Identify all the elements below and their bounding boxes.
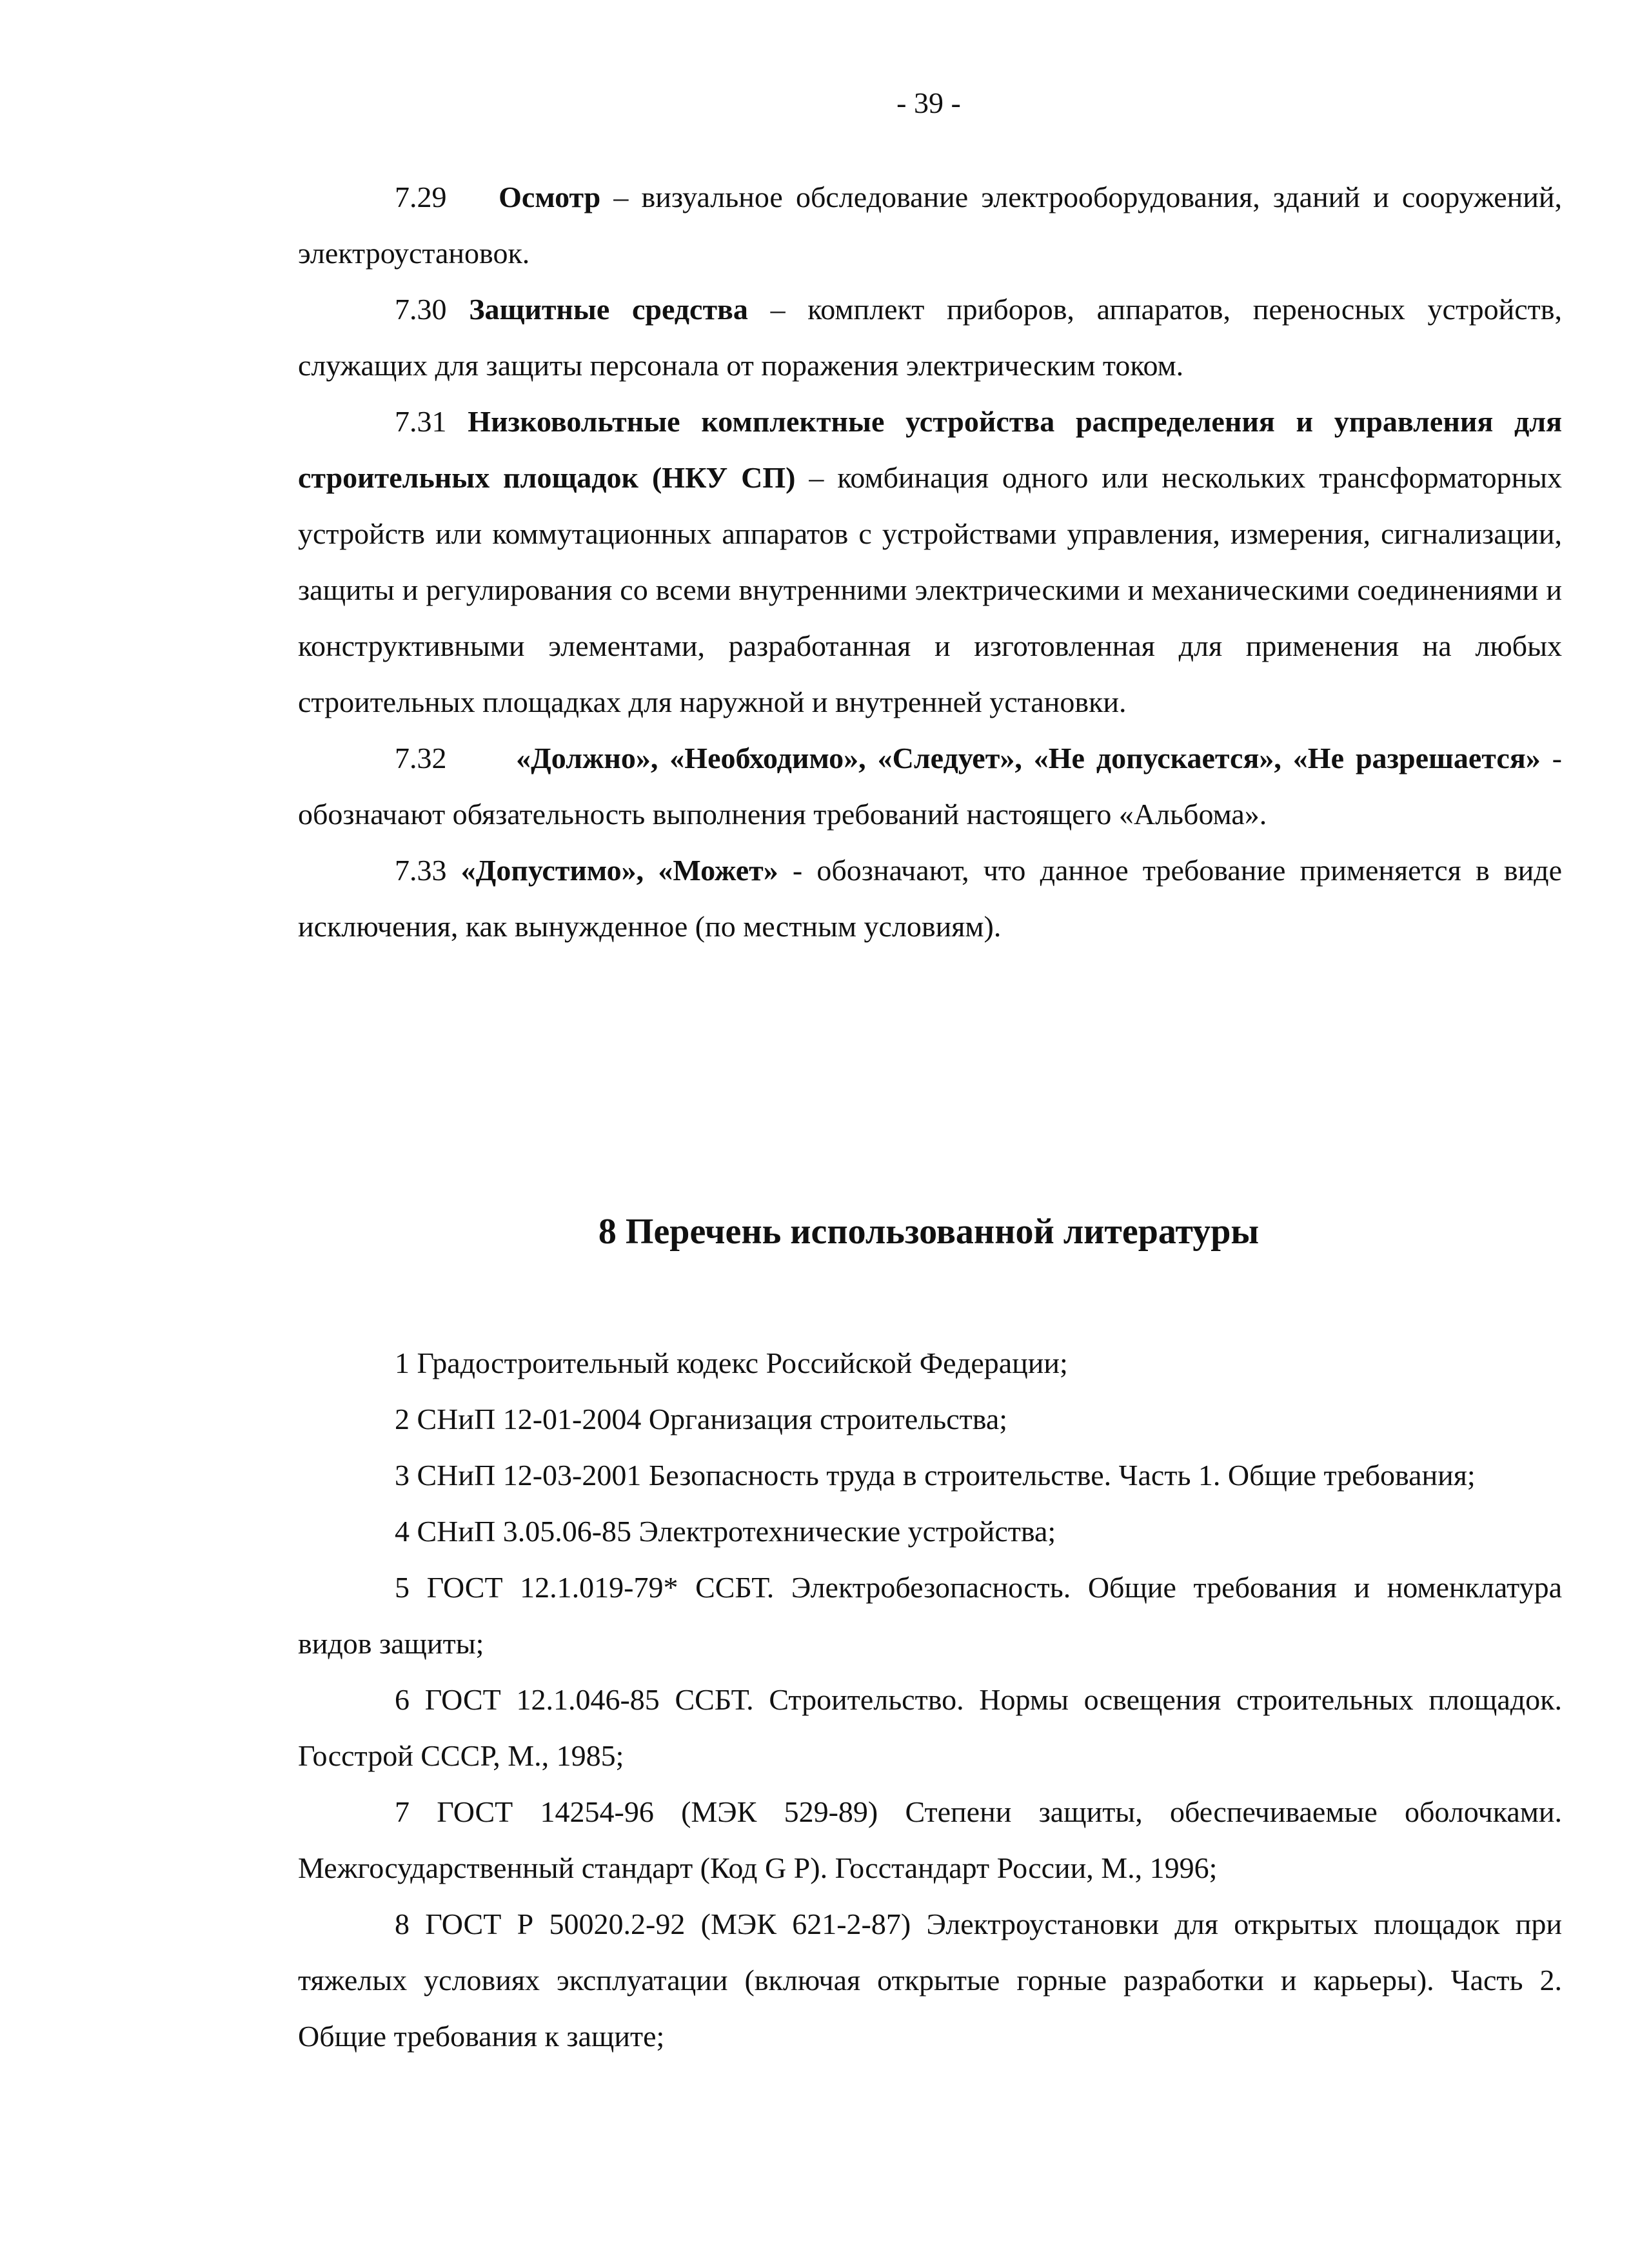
definition-term: «Должно», «Необходимо», «Следует», «Не допускается», «Не разрешается» bbox=[516, 742, 1541, 774]
definitions-section bbox=[298, 169, 1562, 954]
definition-7-32 bbox=[298, 730, 1562, 842]
section-heading: 8 Перечень использованной литературы bbox=[598, 1212, 1260, 1252]
page-number: - 39 - bbox=[896, 86, 961, 119]
definition-text: – визуальное обследование электрооборудования, зданий и сооружений, электроустановок. bbox=[298, 181, 1563, 270]
reference-item: 2 СНиП 12-01-2004 Организация строительства; bbox=[395, 1403, 1008, 1435]
definition-number: 7.32 bbox=[395, 742, 447, 774]
references-list bbox=[298, 1335, 1562, 2064]
definition-7-33 bbox=[298, 842, 1562, 954]
definition-7-31 bbox=[298, 393, 1562, 730]
definition-number: 7.29 bbox=[395, 181, 447, 213]
definition-text: - обозначают обязательность выполнения требований настоящего «Альбома». bbox=[298, 742, 1562, 831]
definition-term: «Допустимо», «Может» bbox=[460, 854, 778, 887]
definition-term: Низковольтные комплектные устройства распределения и управления для строительных площадок (НКУ СП) bbox=[298, 405, 1562, 494]
reference-item: 8 ГОСТ Р 50020.2-92 (МЭК 621-2-87) Электроустановки для открытых площадок при тяжелых условиях эксплуатации (включая открытые горные разработки и карьеры). Часть 2. Общие требования к защите; bbox=[298, 1908, 1562, 2053]
definition-term: Защитные средства bbox=[469, 293, 748, 326]
definition-number: 7.31 bbox=[395, 405, 447, 438]
definition-7-29 bbox=[298, 169, 1562, 281]
definition-text: – комплект приборов, аппаратов, переносных устройств, служащих для защиты персонала от поражения электрическим током. bbox=[298, 293, 1562, 382]
definition-text: – комбинация одного или нескольких трансформаторных устройств или коммутационных аппаратов с устройствами управления, измерения, сигнализации, защиты и регулирования со всеми внутренними электрическими и механическими соединениями и конструктивными элементами, разработанная и изготовленная для применения на любых строительных площадках для наружной и внутренней установки. bbox=[298, 461, 1562, 718]
definition-text: - обозначают, что данное требование применяется в виде исключения, как вынужденное (по местным условиям). bbox=[298, 854, 1563, 943]
reference-item: 4 СНиП 3.05.06-85 Электротехнические устройства; bbox=[395, 1515, 1056, 1548]
definition-number: 7.33 bbox=[395, 854, 447, 887]
reference-item: 5 ГОСТ 12.1.019-79* ССБТ. Электробезопасность. Общие требования и номенклатура видов защиты; bbox=[298, 1571, 1562, 1660]
definition-number: 7.30 bbox=[395, 293, 447, 326]
definition-7-30 bbox=[298, 281, 1562, 393]
reference-item: 3 СНиП 12-03-2001 Безопасность труда в строительстве. Часть 1. Общие требования; bbox=[395, 1459, 1476, 1492]
reference-item: 6 ГОСТ 12.1.046-85 ССБТ. Строительство. Нормы освещения строительных площадок. Госстрой СССР, М., 1985; bbox=[298, 1683, 1562, 1772]
definition-term: Осмотр bbox=[499, 181, 601, 213]
reference-item: 7 ГОСТ 14254-96 (МЭК 529-89) Степени защиты, обеспечиваемые оболочками. Межгосударственный стандарт (Код G P). Госстандарт России, М., 1996; bbox=[298, 1795, 1562, 1884]
reference-item: 1 Градостроительный кодекс Российской Федерации; bbox=[395, 1346, 1068, 1379]
